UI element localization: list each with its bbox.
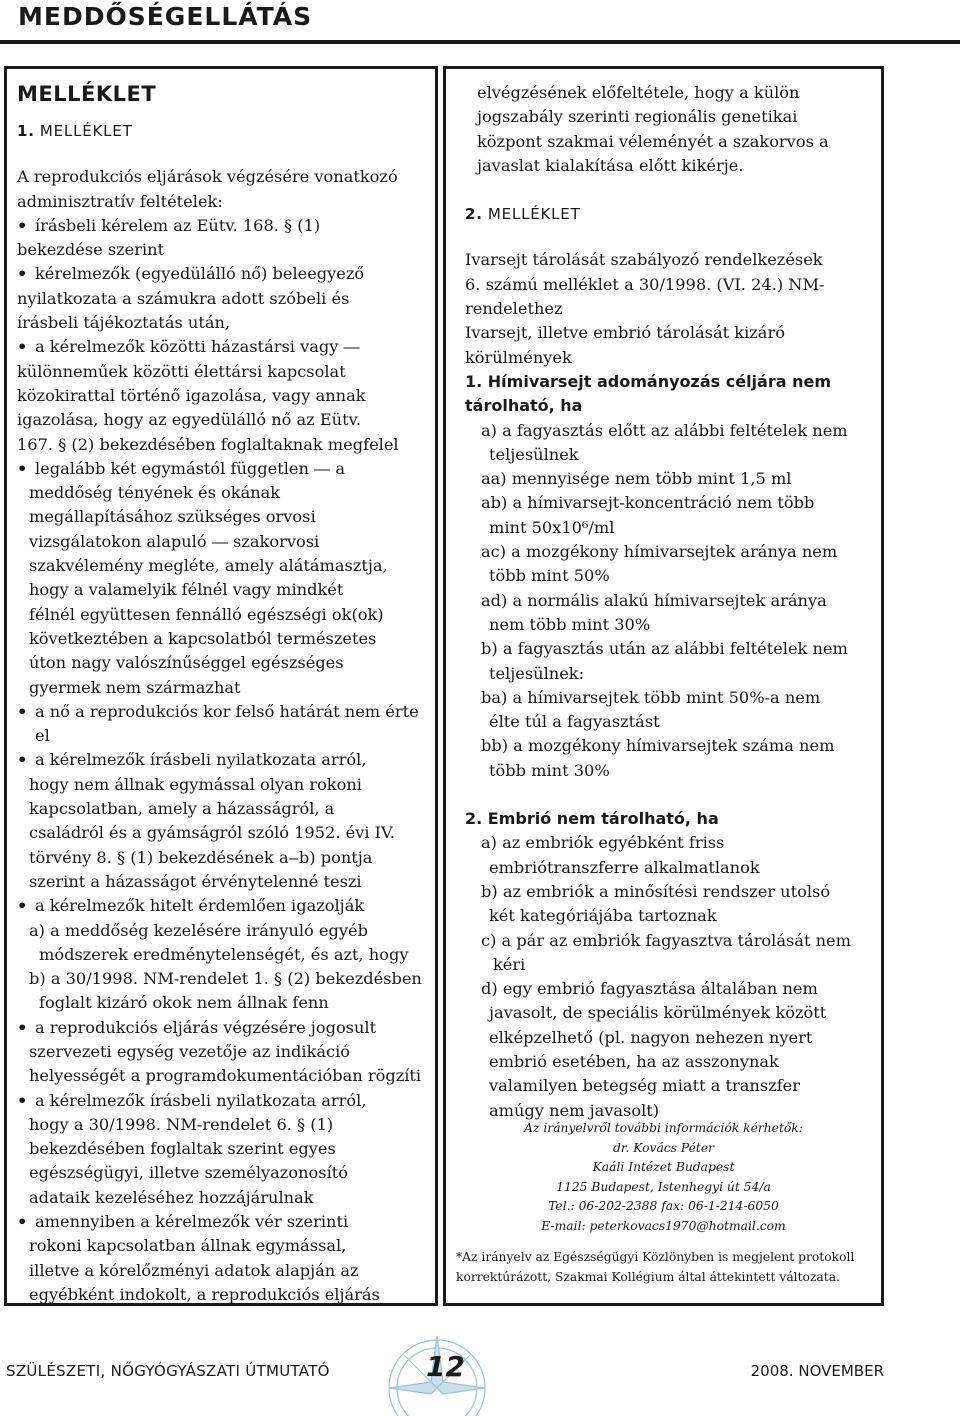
bullet-line: • kérelmezők (egyedülálló nő) beleegyező [17, 262, 429, 286]
text-line: ac) a mozgékony hímivarsejtek aránya nem [481, 542, 838, 562]
text-line: javaslat kialakítása előtt kikérje. [477, 155, 744, 175]
footnote [456, 1247, 873, 1287]
text-line: b) az embriók a minősítési rendszer utolsó [481, 881, 831, 901]
text-line: hogy a 30/1998. NM-rendelet 6. § (1) [29, 1114, 334, 1134]
text-line: szerint a házasságot érvénytelenné teszi [29, 871, 362, 891]
text-line: körülmények [465, 347, 572, 367]
text-line: két kategóriájába tartoznak [489, 906, 717, 926]
header-rule [0, 40, 960, 44]
text-line: teljesülnek [489, 444, 579, 464]
contact-line: 1125 Budapest, Istenhegyi út 54/a [556, 1179, 771, 1194]
text-line: elképzelhető (pl. nagyon nehezen nyert [489, 1027, 813, 1047]
contact-info [446, 1119, 881, 1236]
text-line: rendelethez [465, 299, 563, 319]
right-continued-text [465, 81, 875, 178]
appendix-2-number: 2. [465, 205, 483, 224]
text-line: vizsgálatokon alapuló ― szakorvosi [29, 531, 320, 551]
appendix-2-heading [465, 202, 875, 226]
footnote-line: *Az irányelv az Egészségügyi Közlönyben is megjelent protokoll [456, 1250, 855, 1264]
footer-publication: SZÜLÉSZETI, NŐGYÓGYÁSZATI ÚTMUTATÓ [6, 1362, 330, 1380]
text-line: b) a fagyasztás után az alábbi feltételek nem [481, 639, 848, 659]
right-column-content [465, 81, 875, 1123]
appendix-2-label: MELLÉKLET [487, 205, 581, 224]
text-line: igazolása, hogy az egyedülálló nő az Eütv. [17, 410, 361, 430]
text-line: helyességét a programdokumentációban rögzíti [29, 1066, 422, 1086]
text-line: szervezeti egység vezetője az indikáció [29, 1041, 351, 1061]
text-line: elvégzésének előfeltétele, hogy a külön [477, 83, 800, 102]
text-line: nem több mint 30% [489, 614, 651, 634]
text-line: adminisztratív feltételek: [17, 191, 223, 211]
contact-line: dr. Kovács Péter [613, 1140, 714, 1155]
text-line: illetve a kórelőzményi adatok alapján az [29, 1260, 359, 1280]
text-line: hogy nem állnak egymással olyan rokoni [29, 774, 362, 794]
text-line: megállapításához szükséges orvosi [29, 507, 316, 527]
spacer [465, 783, 875, 807]
text-line: hogy a valamelyik félnél vagy mindkét [29, 580, 344, 600]
text-line: amúgy nem javasolt) [489, 1100, 660, 1120]
text-line: különneműek közötti élettársi kapcsolat [17, 361, 346, 381]
text-line: ab) a hímivarsejt-koncentráció nem több [481, 493, 815, 513]
text-line: következtében a kapcsolatból természetes [29, 628, 377, 648]
text-line: aa) mennyisége nem több mint 1,5 ml [481, 469, 792, 489]
text-line: bekezdésében foglaltak szerint egyes [29, 1139, 336, 1159]
right-column-box [443, 66, 884, 1306]
text-line: A reprodukciós eljárások végzésére vonatkozó [17, 167, 398, 187]
appendix-1-heading [17, 119, 429, 143]
text-line: c) a pár az embriók fagyasztva tárolását nem kéri [481, 930, 851, 974]
text-line: rokoni kapcsolatban állnak egymással, [29, 1236, 347, 1256]
text-line: úton nagy valószínűséggel egészséges [29, 653, 344, 673]
text-line: ba) a hímivarsejtek több mint 50%-a nem [481, 687, 821, 707]
contact-line: E-mail: peterkovacs1970@hotmail.com [541, 1218, 786, 1233]
text-line: egészségügyi, illetve személyazonosító [29, 1163, 348, 1183]
bullet-line: • a reprodukciós eljárás végzésére jogosult [17, 1016, 429, 1040]
text-line: b) a 30/1998. NM-rendelet 1. § (2) bekezdésben [29, 969, 422, 989]
text-line: szakvélemény megléte, amely alátámasztja, [29, 556, 388, 576]
text-line: embriótranszferre alkalmatlanok [489, 857, 760, 877]
text-line: közokirattal történő igazolása, vagy annak [17, 385, 366, 405]
bullet-line: • a kérelmezők közötti házastársi vagy ― [17, 335, 429, 359]
text-line: valamilyen betegség miatt a transzfer [489, 1076, 801, 1096]
text-line: családról és a gyámságról szóló 1952. évi IV. [29, 823, 396, 843]
left-text-block [17, 165, 429, 1307]
text-line: központ szakmai véleményét a szakorvos a [477, 131, 829, 151]
text-line: módszerek eredménytelenségét, és azt, hogy [39, 944, 409, 964]
text-line: d) egy embrió fagyasztása általában nem [481, 979, 818, 999]
text-line: 1. Hímivarsejt adományozás céljára nem [465, 371, 832, 391]
text-line: 2. Embrió nem tárolható, ha [465, 809, 719, 829]
text-line: a) a meddőség kezelésére irányuló egyéb [29, 920, 368, 940]
text-line: Ivarsejt tárolását szabályozó rendelkezések [465, 250, 823, 270]
text-line: a) a fagyasztás előtt az alábbi feltételek nem [481, 420, 848, 440]
bullet-line: • a kérelmezők hitelt érdemlően igazolják [17, 894, 429, 918]
footnote-line: korrektúrázott, Szakmai Kollégium által áttekintett változata. [456, 1270, 840, 1284]
bullet-line: • a nő a reprodukciós kor felső határát nem érte el [17, 700, 429, 749]
text-line: írásbeli tájékoztatás után, [17, 313, 231, 333]
text-line: ad) a normális alakú hímivarsejtek aránya [481, 590, 827, 610]
text-line: embrió esetében, ha az asszonynak [489, 1051, 779, 1071]
text-line: a) az embriók egyébként friss [481, 833, 725, 853]
text-line: bb) a mozgékony hímivarsejtek száma nem [481, 736, 835, 756]
text-line: javasolt, de speciális körülmények között [489, 1003, 827, 1023]
text-line: jogszabály szerinti regionális genetikai [477, 107, 798, 127]
bullet-line: • a kérelmezők írásbeli nyilatkozata arról, [17, 1089, 429, 1113]
contact-line: Tel.: 06-202-2388 fax: 06-1-214-6050 [548, 1199, 779, 1213]
text-line: kapcsolatban, amely a házasságról, a [29, 799, 335, 819]
bullet-line: • a kérelmezők írásbeli nyilatkozata arról, [17, 748, 429, 772]
text-line: mint 50x10⁶/ml [489, 517, 615, 537]
footer-date: 2008. NOVEMBER [750, 1362, 884, 1380]
text-line: gyermek nem származhat [29, 677, 241, 697]
bullet-line: • írásbeli kérelem az Eütv. 168. § (1) [17, 214, 429, 238]
text-line: foglalt kizáró okok nem állnak fenn [39, 993, 329, 1013]
text-line: 167. § (2) bekezdésében foglaltaknak megfelel [17, 434, 399, 454]
text-line: tárolható, ha [465, 396, 583, 416]
bullet-line: • amennyiben a kérelmezők vér szerinti [17, 1210, 429, 1234]
text-line: több mint 30% [489, 760, 610, 780]
text-line: több mint 50% [489, 566, 610, 586]
left-column-content [17, 81, 429, 1307]
text-line: bekezdése szerint [17, 240, 165, 260]
bullet-line: • legalább két egymástól független ― a [17, 457, 429, 481]
text-line: meddőség tényének és okának [29, 483, 281, 503]
page-header-title: MEDDŐSÉGELLÁTÁS [18, 2, 313, 31]
text-line: teljesülnek: [489, 663, 585, 683]
section-title: MELLÉKLET [17, 82, 157, 106]
text-line: Ivarsejt, illetve embrió tárolását kizáró [465, 323, 785, 343]
text-line: adataik kezeléséhez hozzájárulnak [29, 1187, 314, 1207]
text-line: élte túl a fagyasztást [489, 712, 660, 732]
appendix-1-number: 1. [17, 122, 35, 140]
right-text-block [465, 248, 875, 1122]
appendix-1-label: MELLÉKLET [39, 122, 133, 140]
text-line: félnél együttesen fennálló egészségi ok(ok) [29, 604, 384, 624]
text-line: nyilatkozata a számukra adott szóbeli és [17, 288, 350, 308]
text-line: egyébként indokolt, a reprodukciós eljárás [29, 1284, 380, 1304]
page-number: 12 [426, 1350, 465, 1383]
text-line: 6. számú melléklet a 30/1998. (VI. 24.) NM- [465, 274, 825, 294]
contact-line: Az irányelvről további információk kérhetők: [524, 1121, 803, 1135]
contact-line: Kaáli Intézet Budapest [592, 1160, 735, 1174]
text-line: törvény 8. § (1) bekezdésének a‒b) pontja [29, 847, 373, 867]
left-column-box [4, 66, 438, 1306]
